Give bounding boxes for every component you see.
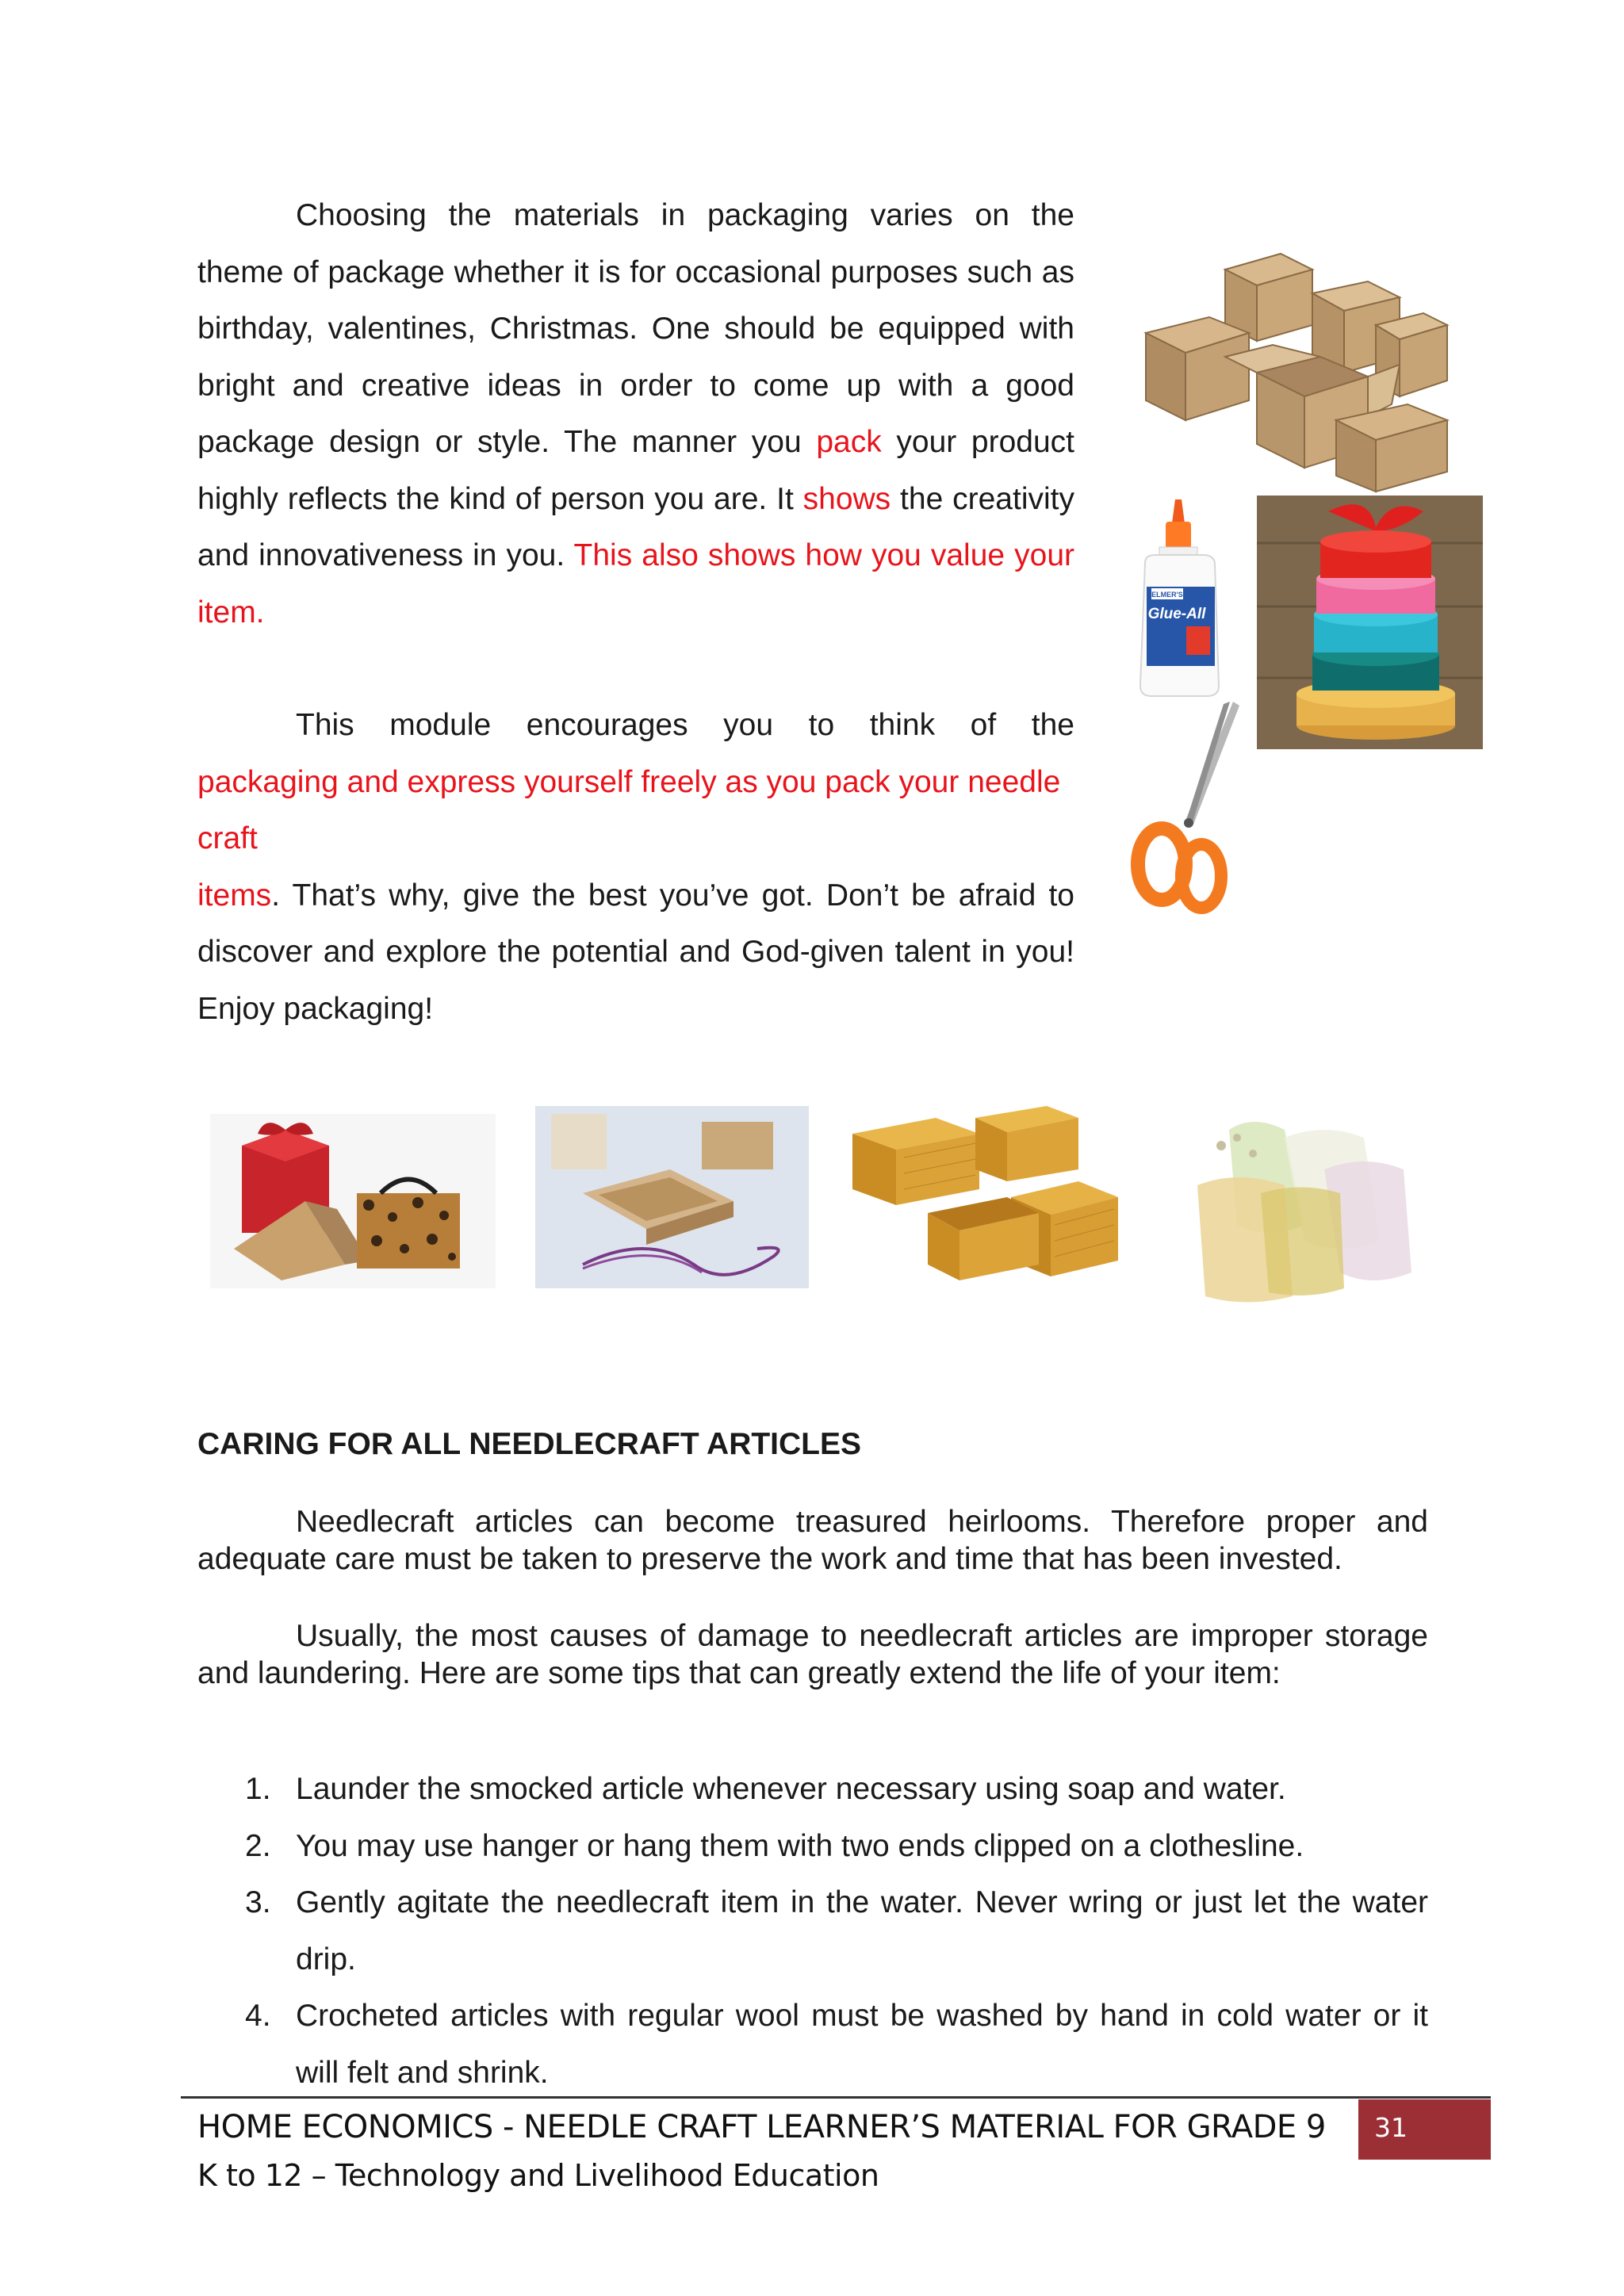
care-tips-list [197,1761,1428,2101]
list-item-number: 4. [245,1999,271,2033]
intro-highlight-span: shows [802,481,891,516]
page-number-badge [1358,2099,1491,2160]
caring-paragraph-2 [197,1617,1428,1692]
glue-brand-label: ELMER'S [1151,591,1183,599]
cardboard-boxes-image [1130,238,1455,499]
intro-paragraph-2c [197,867,1074,1038]
list-item [197,1761,1428,1818]
list-item [197,1818,1428,1875]
intro-text-span: . That’s why, give the best you’ve got. Don’t be afraid to discover and explore the potential and God-given talent in you! Enjoy packaging! [197,878,1074,1026]
intro-text-span: your product highly reflects the kind of person you are. It [197,425,1074,516]
organza-pouches-image [1174,1106,1419,1312]
footer-divider [181,2096,1491,2099]
intro-highlight-span: pack [816,425,882,459]
list-item-number: 2. [245,1828,271,1863]
list-item-number: 1. [245,1772,271,1806]
glue-bottle-image [1136,499,1231,698]
gift-bags-image [210,1114,496,1288]
list-item-text: Gently agitate the needlecraft item in the water. Never wring or just let the water drip. [296,1885,1428,1976]
page-number: 31 [1374,2112,1408,2143]
paragraph-text: Needlecraft articles can become treasured heirlooms. Therefore proper and adequate care must be taken to preserve the work and time that has been invested. [197,1505,1428,1576]
intro-paragraph-2a: This module encourages you to think of the [296,708,1074,742]
ribbon-spools-image [1257,496,1483,749]
intro-highlight-span: items [197,878,272,913]
list-item [197,1988,1428,2101]
footer-subtitle: K to 12 – Technology and Livelihood Education [197,2158,879,2193]
intro-text [197,187,1074,1037]
list-item [197,1874,1428,1988]
kraft-box-with-string-image [535,1106,809,1288]
intro-text-span: the creativity and innovativeness in you. [197,481,1074,572]
intro-highlight-span: This also shows how you value your item. [197,538,1074,629]
list-item-text: You may use hanger or hang them with two ends clipped on a clothesline. [296,1828,1304,1863]
intro-paragraph-1 [197,187,1074,641]
paragraph-text: Usually, the most causes of damage to needlecraft articles are improper storage and laundering. Here are some tips that can greatly extend the life of your item: [197,1619,1428,1690]
intro-paragraph-2b [197,754,1074,867]
section-heading: CARING FOR ALL NEEDLECRAFT ARTICLES [197,1427,862,1461]
scissors-image [1130,698,1245,924]
intro-text-span: Choosing the materials in packaging varies on the theme of package whether it is for occasional purposes such as birthday, valentines, Christmas. One should be equipped with bright and creative ideas in order to come up with a good package design or style. The manner you [197,198,1074,459]
list-item-text: Crocheted articles with regular wool must be washed by hand in cold water or it will felt and shrink. [296,1999,1428,2090]
woven-boxes-image [841,1102,1142,1288]
list-item-number: 3. [245,1885,271,1919]
glue-product-label: Glue-All [1147,606,1206,622]
caring-paragraph-1 [197,1503,1428,1578]
footer-title: HOME ECONOMICS - NEEDLE CRAFT LEARNER’S MATERIAL FOR GRADE 9 [197,2109,1326,2145]
intro-highlight-span: packaging and express yourself freely as you pack your needle craft [197,764,1061,855]
list-item-text: Launder the smocked article whenever necessary using soap and water. [296,1772,1286,1806]
